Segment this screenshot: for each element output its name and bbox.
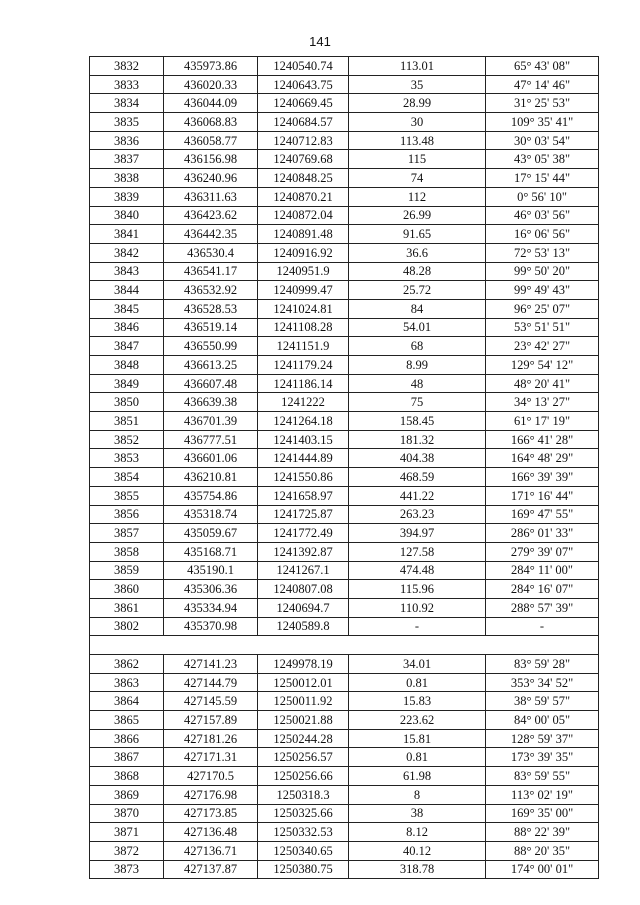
bearing-cell: 17° 15' 44" xyxy=(486,169,599,188)
point-number-cell: 3851 xyxy=(90,412,164,431)
distance-cell: 38 xyxy=(349,804,486,823)
x-coordinate-cell: 435190.1 xyxy=(164,561,258,580)
bearing-cell: 83° 59' 28" xyxy=(486,655,599,674)
x-coordinate-cell: 427171.31 xyxy=(164,748,258,767)
bearing-cell: 113° 02' 19" xyxy=(486,785,599,804)
y-coordinate-cell: 1250256.66 xyxy=(258,767,349,786)
y-coordinate-cell: 1250318.3 xyxy=(258,785,349,804)
x-coordinate-cell: 436311.63 xyxy=(164,187,258,206)
y-coordinate-cell: 1241222 xyxy=(258,393,349,412)
x-coordinate-cell: 427136.71 xyxy=(164,841,258,860)
point-number-cell: 3870 xyxy=(90,804,164,823)
table-row xyxy=(90,617,599,636)
table-row xyxy=(90,412,599,431)
x-coordinate-cell: 427137.87 xyxy=(164,860,258,879)
bearing-cell: 171° 16' 44" xyxy=(486,486,599,505)
bearing-cell: 65° 43' 08" xyxy=(486,57,599,76)
distance-cell: 91.65 xyxy=(349,225,486,244)
bearing-cell: 84° 00' 05" xyxy=(486,711,599,730)
bearing-cell: 99° 49' 43" xyxy=(486,281,599,300)
x-coordinate-cell: 436210.81 xyxy=(164,468,258,487)
table-row xyxy=(90,150,599,169)
point-number-cell: 3863 xyxy=(90,673,164,692)
distance-cell: 8.12 xyxy=(349,823,486,842)
table-row xyxy=(90,75,599,94)
y-coordinate-cell: 1240848.25 xyxy=(258,169,349,188)
distance-cell: 25.72 xyxy=(349,281,486,300)
point-number-cell: 3857 xyxy=(90,524,164,543)
y-coordinate-cell: 1240589.8 xyxy=(258,617,349,636)
point-number-cell: 3859 xyxy=(90,561,164,580)
y-coordinate-cell: 1250340.65 xyxy=(258,841,349,860)
table-row xyxy=(90,542,599,561)
x-coordinate-cell: 427173.85 xyxy=(164,804,258,823)
x-coordinate-cell: 436044.09 xyxy=(164,94,258,113)
point-number-cell: 3832 xyxy=(90,57,164,76)
distance-cell: 48.28 xyxy=(349,262,486,281)
point-number-cell: 3833 xyxy=(90,75,164,94)
point-number-cell: 3845 xyxy=(90,299,164,318)
point-number-cell: 3862 xyxy=(90,655,164,674)
point-number-cell: 3834 xyxy=(90,94,164,113)
point-number-cell: 3847 xyxy=(90,337,164,356)
distance-cell: 263.23 xyxy=(349,505,486,524)
table-row xyxy=(90,468,599,487)
distance-cell: 441.22 xyxy=(349,486,486,505)
x-coordinate-cell: 435370.98 xyxy=(164,617,258,636)
distance-cell: 68 xyxy=(349,337,486,356)
distance-cell: 0.81 xyxy=(349,748,486,767)
point-number-cell: 3867 xyxy=(90,748,164,767)
distance-cell: 54.01 xyxy=(349,318,486,337)
y-coordinate-cell: 1241725.87 xyxy=(258,505,349,524)
point-number-cell: 3850 xyxy=(90,393,164,412)
bearing-cell: 353° 34' 52" xyxy=(486,673,599,692)
table-row xyxy=(90,823,599,842)
point-number-cell: 3868 xyxy=(90,767,164,786)
table-row xyxy=(90,860,599,879)
x-coordinate-cell: 436532.92 xyxy=(164,281,258,300)
table-row xyxy=(90,393,599,412)
x-coordinate-cell: 435973.86 xyxy=(164,57,258,76)
bearing-cell: 109° 35' 41" xyxy=(486,113,599,132)
point-number-cell: 3843 xyxy=(90,262,164,281)
y-coordinate-cell: 1241392.87 xyxy=(258,542,349,561)
table-row xyxy=(90,804,599,823)
distance-cell: 74 xyxy=(349,169,486,188)
bearing-cell: 286° 01' 33" xyxy=(486,524,599,543)
x-coordinate-cell: 427181.26 xyxy=(164,729,258,748)
table-row xyxy=(90,580,599,599)
bearing-cell: 23° 42' 27" xyxy=(486,337,599,356)
point-number-cell: 3871 xyxy=(90,823,164,842)
bearing-cell: 284° 16' 07" xyxy=(486,580,599,599)
distance-cell: 318.78 xyxy=(349,860,486,879)
table-row xyxy=(90,729,599,748)
point-number-cell: 3841 xyxy=(90,225,164,244)
x-coordinate-cell: 436423.62 xyxy=(164,206,258,225)
table-row xyxy=(90,299,599,318)
distance-cell: 15.81 xyxy=(349,729,486,748)
bearing-cell: 34° 13' 27" xyxy=(486,393,599,412)
bearing-cell: 279° 39' 07" xyxy=(486,542,599,561)
x-coordinate-cell: 436528.53 xyxy=(164,299,258,318)
bearing-cell: 61° 17' 19" xyxy=(486,412,599,431)
y-coordinate-cell: 1240712.83 xyxy=(258,131,349,150)
bearing-cell: 164° 48' 29" xyxy=(486,449,599,468)
bearing-cell: 166° 39' 39" xyxy=(486,468,599,487)
distance-cell: 34.01 xyxy=(349,655,486,674)
group-separator-row xyxy=(90,636,599,655)
y-coordinate-cell: 1240643.75 xyxy=(258,75,349,94)
bearing-cell: 96° 25' 07" xyxy=(486,299,599,318)
y-coordinate-cell: 1240872.04 xyxy=(258,206,349,225)
bearing-cell: 129° 54' 12" xyxy=(486,356,599,375)
distance-cell: 35 xyxy=(349,75,486,94)
y-coordinate-cell: 1240870.21 xyxy=(258,187,349,206)
y-coordinate-cell: 1240807.08 xyxy=(258,580,349,599)
distance-cell: 404.38 xyxy=(349,449,486,468)
y-coordinate-cell: 1240684.57 xyxy=(258,113,349,132)
y-coordinate-cell: 1250332.53 xyxy=(258,823,349,842)
x-coordinate-cell: 436613.25 xyxy=(164,356,258,375)
y-coordinate-cell: 1241550.86 xyxy=(258,468,349,487)
y-coordinate-cell: 1241444.89 xyxy=(258,449,349,468)
x-coordinate-cell: 436639.38 xyxy=(164,393,258,412)
point-number-cell: 3838 xyxy=(90,169,164,188)
point-number-cell: 3865 xyxy=(90,711,164,730)
y-coordinate-cell: 1250380.75 xyxy=(258,860,349,879)
bearing-cell: 169° 47' 55" xyxy=(486,505,599,524)
point-number-cell: 3848 xyxy=(90,356,164,375)
distance-cell: 36.6 xyxy=(349,243,486,262)
point-number-cell: 3836 xyxy=(90,131,164,150)
y-coordinate-cell: 1241186.14 xyxy=(258,374,349,393)
y-coordinate-cell: 1240951.9 xyxy=(258,262,349,281)
point-number-cell: 3835 xyxy=(90,113,164,132)
x-coordinate-cell: 436607.48 xyxy=(164,374,258,393)
x-coordinate-cell: 427136.48 xyxy=(164,823,258,842)
bearing-cell: 38° 59' 57" xyxy=(486,692,599,711)
distance-cell: 84 xyxy=(349,299,486,318)
x-coordinate-cell: 436020.33 xyxy=(164,75,258,94)
point-number-cell: 3846 xyxy=(90,318,164,337)
table-row xyxy=(90,169,599,188)
point-number-cell: 3860 xyxy=(90,580,164,599)
distance-cell: 115.96 xyxy=(349,580,486,599)
page-number: 141 xyxy=(309,34,331,49)
x-coordinate-cell: 427176.98 xyxy=(164,785,258,804)
table-row xyxy=(90,131,599,150)
y-coordinate-cell: 1240540.74 xyxy=(258,57,349,76)
y-coordinate-cell: 1250012.01 xyxy=(258,673,349,692)
point-number-cell: 3837 xyxy=(90,150,164,169)
bearing-cell: 88° 20' 35" xyxy=(486,841,599,860)
x-coordinate-cell: 427170.5 xyxy=(164,767,258,786)
distance-cell: 468.59 xyxy=(349,468,486,487)
x-coordinate-cell: 436519.14 xyxy=(164,318,258,337)
point-number-cell: 3872 xyxy=(90,841,164,860)
x-coordinate-cell: 436240.96 xyxy=(164,169,258,188)
table-row xyxy=(90,337,599,356)
table-row xyxy=(90,841,599,860)
point-number-cell: 3858 xyxy=(90,542,164,561)
distance-cell: 26.99 xyxy=(349,206,486,225)
x-coordinate-cell: 436601.06 xyxy=(164,449,258,468)
point-number-cell: 3855 xyxy=(90,486,164,505)
point-number-cell: 3842 xyxy=(90,243,164,262)
table-row xyxy=(90,57,599,76)
distance-cell: 8 xyxy=(349,785,486,804)
distance-cell: 127.58 xyxy=(349,542,486,561)
table-row xyxy=(90,767,599,786)
bearing-cell: 83° 59' 55" xyxy=(486,767,599,786)
point-number-cell: 3852 xyxy=(90,430,164,449)
point-number-cell: 3866 xyxy=(90,729,164,748)
y-coordinate-cell: 1240694.7 xyxy=(258,598,349,617)
bearing-cell: 99° 50' 20" xyxy=(486,262,599,281)
y-coordinate-cell: 1240916.92 xyxy=(258,243,349,262)
x-coordinate-cell: 436550.99 xyxy=(164,337,258,356)
point-number-cell: 3861 xyxy=(90,598,164,617)
table-row xyxy=(90,561,599,580)
table-row xyxy=(90,356,599,375)
x-coordinate-cell: 427145.59 xyxy=(164,692,258,711)
point-number-cell: 3802 xyxy=(90,617,164,636)
y-coordinate-cell: 1241108.28 xyxy=(258,318,349,337)
y-coordinate-cell: 1240769.68 xyxy=(258,150,349,169)
y-coordinate-cell: 1249978.19 xyxy=(258,655,349,674)
group-separator-cell xyxy=(90,636,599,655)
x-coordinate-cell: 436530.4 xyxy=(164,243,258,262)
x-coordinate-cell: 427141.23 xyxy=(164,655,258,674)
point-number-cell: 3849 xyxy=(90,374,164,393)
y-coordinate-cell: 1241024.81 xyxy=(258,299,349,318)
bearing-cell: 169° 35' 00" xyxy=(486,804,599,823)
bearing-cell: 53° 51' 51" xyxy=(486,318,599,337)
bearing-cell: 166° 41' 28" xyxy=(486,430,599,449)
y-coordinate-cell: 1241267.1 xyxy=(258,561,349,580)
y-coordinate-cell: 1240999.47 xyxy=(258,281,349,300)
table-row xyxy=(90,262,599,281)
x-coordinate-cell: 427144.79 xyxy=(164,673,258,692)
x-coordinate-cell: 435754.86 xyxy=(164,486,258,505)
table-row xyxy=(90,113,599,132)
distance-cell: 181.32 xyxy=(349,430,486,449)
point-number-cell: 3873 xyxy=(90,860,164,879)
bearing-cell: 46° 03' 56" xyxy=(486,206,599,225)
table-row xyxy=(90,94,599,113)
bearing-cell: 174° 00' 01" xyxy=(486,860,599,879)
distance-cell: 48 xyxy=(349,374,486,393)
point-number-cell: 3854 xyxy=(90,468,164,487)
y-coordinate-cell: 1250011.92 xyxy=(258,692,349,711)
x-coordinate-cell: 435059.67 xyxy=(164,524,258,543)
bearing-cell: 48° 20' 41" xyxy=(486,374,599,393)
point-number-cell: 3856 xyxy=(90,505,164,524)
point-number-cell: 3844 xyxy=(90,281,164,300)
table-row xyxy=(90,430,599,449)
distance-cell: 40.12 xyxy=(349,841,486,860)
y-coordinate-cell: 1250325.66 xyxy=(258,804,349,823)
distance-cell: 394.97 xyxy=(349,524,486,543)
bearing-cell: - xyxy=(486,617,599,636)
y-coordinate-cell: 1241151.9 xyxy=(258,337,349,356)
y-coordinate-cell: 1241403.15 xyxy=(258,430,349,449)
distance-cell: 75 xyxy=(349,393,486,412)
distance-cell: 30 xyxy=(349,113,486,132)
x-coordinate-cell: 435318.74 xyxy=(164,505,258,524)
distance-cell: 223.62 xyxy=(349,711,486,730)
table-row xyxy=(90,598,599,617)
distance-cell: 0.81 xyxy=(349,673,486,692)
table-row xyxy=(90,505,599,524)
table-row xyxy=(90,486,599,505)
distance-cell: - xyxy=(349,617,486,636)
x-coordinate-cell: 436701.39 xyxy=(164,412,258,431)
x-coordinate-cell: 435306.36 xyxy=(164,580,258,599)
bearing-cell: 284° 11' 00" xyxy=(486,561,599,580)
point-number-cell: 3853 xyxy=(90,449,164,468)
bearing-cell: 16° 06' 56" xyxy=(486,225,599,244)
distance-cell: 115 xyxy=(349,150,486,169)
distance-cell: 8.99 xyxy=(349,356,486,375)
bearing-cell: 128° 59' 37" xyxy=(486,729,599,748)
point-number-cell: 3864 xyxy=(90,692,164,711)
y-coordinate-cell: 1240669.45 xyxy=(258,94,349,113)
table-row xyxy=(90,655,599,674)
distance-cell: 158.45 xyxy=(349,412,486,431)
distance-cell: 474.48 xyxy=(349,561,486,580)
y-coordinate-cell: 1241772.49 xyxy=(258,524,349,543)
x-coordinate-cell: 435168.71 xyxy=(164,542,258,561)
table-row xyxy=(90,243,599,262)
table-row xyxy=(90,318,599,337)
y-coordinate-cell: 1250256.57 xyxy=(258,748,349,767)
x-coordinate-cell: 436541.17 xyxy=(164,262,258,281)
table-row xyxy=(90,692,599,711)
coordinates-table-body xyxy=(90,57,599,879)
table-row xyxy=(90,187,599,206)
table-row xyxy=(90,785,599,804)
x-coordinate-cell: 436777.51 xyxy=(164,430,258,449)
x-coordinate-cell: 436058.77 xyxy=(164,131,258,150)
bearing-cell: 43° 05' 38" xyxy=(486,150,599,169)
table-row xyxy=(90,206,599,225)
y-coordinate-cell: 1241179.24 xyxy=(258,356,349,375)
point-number-cell: 3840 xyxy=(90,206,164,225)
bearing-cell: 88° 22' 39" xyxy=(486,823,599,842)
y-coordinate-cell: 1250021.88 xyxy=(258,711,349,730)
bearing-cell: 288° 57' 39" xyxy=(486,598,599,617)
table-row xyxy=(90,711,599,730)
bearing-cell: 47° 14' 46" xyxy=(486,75,599,94)
distance-cell: 61.98 xyxy=(349,767,486,786)
bearing-cell: 173° 39' 35" xyxy=(486,748,599,767)
x-coordinate-cell: 427157.89 xyxy=(164,711,258,730)
table-row xyxy=(90,673,599,692)
bearing-cell: 30° 03' 54" xyxy=(486,131,599,150)
table-row xyxy=(90,374,599,393)
distance-cell: 113.01 xyxy=(349,57,486,76)
y-coordinate-cell: 1241658.97 xyxy=(258,486,349,505)
distance-cell: 28.99 xyxy=(349,94,486,113)
distance-cell: 112 xyxy=(349,187,486,206)
table-row xyxy=(90,449,599,468)
x-coordinate-cell: 436068.83 xyxy=(164,113,258,132)
table-row xyxy=(90,524,599,543)
distance-cell: 110.92 xyxy=(349,598,486,617)
bearing-cell: 31° 25' 53" xyxy=(486,94,599,113)
x-coordinate-cell: 435334.94 xyxy=(164,598,258,617)
coordinates-table xyxy=(89,56,599,879)
y-coordinate-cell: 1241264.18 xyxy=(258,412,349,431)
table-row xyxy=(90,225,599,244)
x-coordinate-cell: 436156.98 xyxy=(164,150,258,169)
bearing-cell: 72° 53' 13" xyxy=(486,243,599,262)
table-row xyxy=(90,748,599,767)
table-row xyxy=(90,281,599,300)
point-number-cell: 3869 xyxy=(90,785,164,804)
distance-cell: 113.48 xyxy=(349,131,486,150)
x-coordinate-cell: 436442.35 xyxy=(164,225,258,244)
y-coordinate-cell: 1250244.28 xyxy=(258,729,349,748)
distance-cell: 15.83 xyxy=(349,692,486,711)
bearing-cell: 0° 56' 10" xyxy=(486,187,599,206)
y-coordinate-cell: 1240891.48 xyxy=(258,225,349,244)
point-number-cell: 3839 xyxy=(90,187,164,206)
